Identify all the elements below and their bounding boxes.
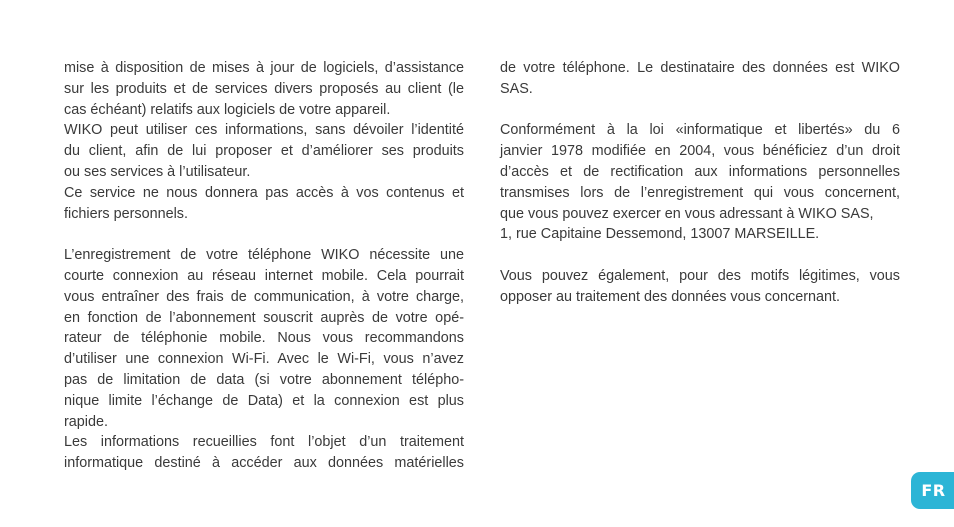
text-line: sur les produits et de services divers proposés au client (le: [64, 80, 464, 97]
text-line: pas de limitation de data (si votre abonnement télépho-: [64, 371, 464, 388]
paragraph-gap: [64, 224, 464, 245]
text-line: courte connexion au réseau internet mobile. Cela pourrait: [64, 267, 464, 284]
text-line: nique limite l’échange de Data) et la connexion est plus: [64, 392, 464, 409]
text-line: rateur de téléphonie mobile. Nous vous recommandons: [64, 330, 464, 347]
text-line: 1, rue Capitaine Dessemond, 13007 MARSEILLE.: [500, 226, 820, 243]
text-line: opposer au traitement des données vous concernant.: [500, 288, 840, 305]
text-line: Les informations recueillies font l’objet d’un traitement: [64, 434, 464, 451]
text-line: rapide.: [64, 413, 109, 430]
paragraph-registration: [64, 245, 464, 432]
text-line: en fonction de l’abonnement souscrit auprès de votre opé-: [64, 309, 464, 326]
text-line: du client, afin de lui proposer et d’améliorer ses produits: [64, 143, 464, 160]
text-line: ou ses services à l’utilisateur.: [64, 163, 251, 180]
text-line: transmises lors de l’enregistrement qui vous concernent,: [500, 184, 900, 201]
text-line: Vous pouvez également, pour des motifs légitimes, vous: [500, 267, 900, 284]
left-text-column: [64, 58, 464, 474]
paragraph-recipient: [500, 58, 900, 100]
text-line: janvier 1978 modifiée en 2004, vous bénéficiez d’un droit: [500, 143, 900, 160]
text-line: informatique destiné à accéder aux données matérielles: [64, 455, 464, 472]
text-line: vous entraîner des frais de communication, à votre charge,: [64, 288, 464, 305]
language-tab-fr: FR: [911, 472, 954, 509]
text-line: d’accès et de rectification aux informations personnelles: [500, 163, 900, 180]
paragraph-gap: [500, 245, 900, 266]
text-line: cas échéant) relatifs aux logiciels de votre appareil.: [64, 101, 391, 118]
paragraph-data-processing: [64, 432, 464, 474]
text-line: d’utiliser une connexion Wi-Fi. Avec le Wi-Fi, vous n’avez: [64, 351, 464, 368]
text-line: que vous pouvez exercer en vous adressant à WIKO SAS,: [500, 205, 874, 222]
paragraph-gap: [500, 100, 900, 121]
text-line: SAS.: [500, 80, 533, 97]
text-line: WIKO peut utiliser ces informations, sans dévoiler l’identité: [64, 122, 464, 139]
text-line: Ce service ne nous donnera pas accès à vos contenus et: [64, 184, 464, 201]
paragraph-no-access: [64, 183, 464, 225]
paragraph-wiko-usage: [64, 120, 464, 182]
text-line: Conformément à la loi «informatique et libertés» du 6: [500, 122, 900, 139]
text-line: L’enregistrement de votre téléphone WIKO nécessite une: [64, 247, 464, 264]
text-line: de votre téléphone. Le destinataire des données est WIKO: [500, 60, 900, 76]
paragraph-software-updates: [64, 58, 464, 120]
right-text-column: [500, 58, 900, 308]
text-line: fichiers personnels.: [64, 205, 188, 222]
paragraph-data-protection-law: [500, 120, 900, 245]
text-line: mise à disposition de mises à jour de logiciels, d’assistance: [64, 60, 464, 76]
paragraph-right-to-object: [500, 266, 900, 308]
